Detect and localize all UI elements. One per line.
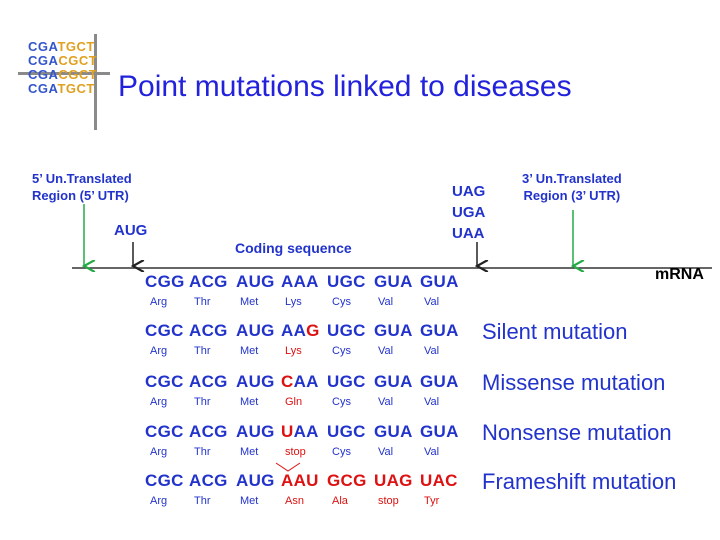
amino-acid: Cys: [332, 446, 351, 458]
amino-acid: Tyr: [424, 495, 440, 507]
codon: GUA: [420, 422, 459, 441]
start-codon-label: AUG: [114, 222, 148, 239]
stop-codons-label: UAG UGA UAA: [452, 183, 486, 242]
codon: UGC: [327, 321, 366, 340]
amino-acid: Met: [240, 495, 259, 507]
utr5-label: 5’ Un.Translated Region (5’ UTR): [32, 171, 132, 203]
amino-acid: Arg: [150, 396, 168, 408]
codon: CAA: [281, 372, 319, 391]
codon: CGC: [145, 372, 184, 391]
codon: UGC: [327, 372, 366, 391]
codon: AUG: [236, 372, 275, 391]
amino-acid: Met: [240, 396, 259, 408]
codon: ACG: [189, 471, 228, 490]
codon: ACG: [189, 272, 228, 291]
codon: GUA: [374, 372, 413, 391]
amino-acid: Thr: [194, 446, 211, 458]
nonsense-stop-marker: [276, 463, 300, 471]
amino-acid: Thr: [194, 296, 211, 308]
logo-line: CGATGCT: [28, 39, 95, 54]
amino-acid: Thr: [194, 345, 211, 357]
amino-acid: Met: [240, 296, 259, 308]
amino-acid: Asn: [285, 495, 304, 507]
mutation-type-label: Frameshift mutation: [482, 469, 677, 494]
utr3-label: 3’ Un.Translated Region (3’ UTR): [522, 171, 622, 203]
codon: UAC: [420, 471, 458, 490]
mutation-type-label: Missense mutation: [482, 370, 666, 395]
amino-acid: Arg: [150, 296, 168, 308]
codon: AAU: [281, 471, 319, 490]
codon: CGG: [145, 272, 185, 291]
codon: GUA: [374, 321, 413, 340]
amino-acid: Val: [424, 345, 440, 357]
amino-acid: Met: [240, 345, 259, 357]
codon: CGC: [145, 422, 184, 441]
logo-line: CGATGCT: [28, 81, 95, 96]
codon: GUA: [374, 272, 413, 291]
amino-acid: Cys: [332, 296, 351, 308]
amino-acid: Val: [378, 296, 394, 308]
amino-acid: Cys: [332, 396, 351, 408]
amino-acid: stop: [285, 446, 306, 458]
codon: GUA: [374, 422, 413, 441]
codon: GUA: [420, 372, 459, 391]
amino-acid: Val: [424, 446, 440, 458]
amino-acid: Thr: [194, 495, 211, 507]
amino-acid: Val: [424, 396, 440, 408]
codon: CGC: [145, 471, 184, 490]
amino-acid: Thr: [194, 396, 211, 408]
logo-line: CGACGCT: [28, 53, 98, 68]
codon: AAA: [281, 272, 319, 291]
mrna-label: mRNA: [655, 266, 704, 283]
amino-acid: Arg: [150, 495, 168, 507]
amino-acid: Val: [378, 396, 394, 408]
amino-acid: Val: [424, 296, 440, 308]
codon: AUG: [236, 422, 275, 441]
mutation-type-label: Nonsense mutation: [482, 420, 672, 445]
page-title: Point mutations linked to diseases: [118, 70, 572, 103]
amino-acid: Met: [240, 446, 259, 458]
codon: UGC: [327, 422, 366, 441]
amino-acid: stop: [378, 495, 399, 507]
codon: AAG: [281, 321, 320, 340]
codon: UAA: [281, 422, 319, 441]
codon: ACG: [189, 372, 228, 391]
amino-acid: Cys: [332, 345, 351, 357]
codon: GCG: [327, 471, 367, 490]
codon: AUG: [236, 272, 275, 291]
codon: UAG: [374, 471, 413, 490]
mutation-type-label: Silent mutation: [482, 319, 628, 344]
amino-acid: Val: [378, 345, 394, 357]
amino-acid: Lys: [285, 296, 302, 308]
amino-acid: Val: [378, 446, 394, 458]
logo-line: CGACGCT: [28, 67, 98, 82]
codon: AUG: [236, 471, 275, 490]
codon: UGC: [327, 272, 366, 291]
coding-sequence-label: Coding sequence: [235, 240, 352, 256]
codon: GUA: [420, 272, 459, 291]
amino-acid: Lys: [285, 345, 302, 357]
codon: ACG: [189, 321, 228, 340]
codon: AUG: [236, 321, 275, 340]
amino-acid: Arg: [150, 345, 168, 357]
codon: CGC: [145, 321, 184, 340]
codon: ACG: [189, 422, 228, 441]
codon: GUA: [420, 321, 459, 340]
amino-acid: Gln: [285, 396, 303, 408]
amino-acid: Arg: [150, 446, 168, 458]
amino-acid: Ala: [332, 495, 348, 507]
